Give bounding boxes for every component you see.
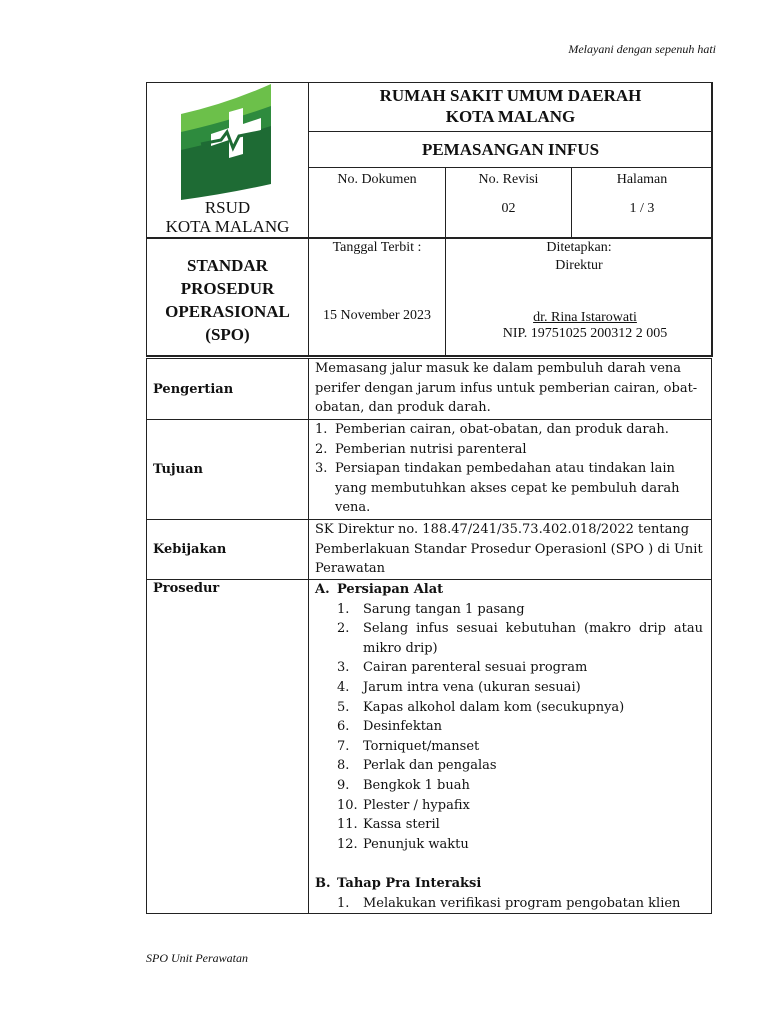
tujuan-item-text: Pemberian cairan, obat-obatan, dan produk darah.: [335, 422, 669, 437]
section-b-heading: [315, 874, 703, 894]
alat-item: [315, 815, 703, 835]
issue-date-label: Tanggal Terbit :: [332, 240, 422, 255]
spo-line-3: OPERASIONAL: [165, 302, 290, 321]
alat-item-number: 11.: [337, 817, 358, 833]
alat-item-text: Plester / hypafix: [363, 797, 470, 813]
logo-line-2: KOTA MALANG: [165, 217, 290, 236]
footer-text: SPO Unit Perawatan: [146, 951, 248, 965]
approval-label: Ditetapkan:: [546, 240, 612, 255]
page-label: Halaman: [616, 172, 668, 187]
revision-cell: [445, 167, 572, 239]
header-tagline: Melayani dengan sepenuh hati: [568, 42, 716, 56]
tujuan-item-text: Pemberian nutrisi parenteral: [335, 441, 527, 457]
tujuan-item-number: 3.: [315, 461, 328, 477]
tujuan-item-number: 1.: [315, 422, 328, 437]
doc-title: PEMASANGAN INFUS: [421, 140, 600, 159]
row-kebijakan: [147, 520, 711, 580]
issue-date-value: 15 November 2023: [322, 308, 432, 323]
section-b-title: Tahap Pra Interaksi: [337, 875, 482, 891]
pra-item-text: Melakukan verifikasi program pengobatan klien: [363, 895, 681, 911]
hospital-name-line-1: RUMAH SAKIT UMUM DAERAH: [379, 86, 642, 105]
tujuan-item: [315, 459, 703, 518]
logo-line-1: RSUD: [204, 198, 251, 217]
alat-item-number: 4.: [337, 679, 350, 695]
alat-item-text: Perlak dan pengalas: [363, 758, 497, 774]
doc-number-cell: [308, 167, 446, 239]
spo-line-1: STANDAR: [187, 256, 268, 275]
section-b-letter: B.: [315, 875, 331, 891]
alat-item-text: Jarum intra vena (ukuran sesuai): [363, 679, 581, 695]
doc-title-cell: [308, 131, 713, 168]
tujuan-item: [315, 440, 703, 460]
alat-item-number: 10.: [337, 797, 358, 813]
alat-item: [315, 835, 703, 855]
prosedur-content: [309, 580, 711, 913]
pra-list: [315, 894, 703, 914]
spo-cell: [146, 237, 309, 357]
page-value: 1 / 3: [629, 201, 655, 216]
alat-item: [315, 619, 703, 658]
alat-item: [315, 776, 703, 796]
hospital-name-line-2: KOTA MALANG: [445, 107, 576, 126]
row-prosedur: [147, 580, 711, 913]
signer-name: dr. Rina Istarowati: [533, 310, 637, 325]
alat-item-number: 9.: [337, 777, 350, 793]
alat-item: [315, 796, 703, 816]
spo-line-4: (SPO): [205, 325, 250, 344]
tujuan-list: [309, 420, 711, 519]
pra-item: [315, 894, 703, 914]
alat-item-number: 2.: [337, 621, 350, 637]
alat-item-text: Bengkok 1 buah: [363, 777, 470, 793]
alat-item: [315, 698, 703, 718]
alat-item-text: Sarung tangan 1 pasang: [363, 601, 525, 617]
rsud-logo-icon: [181, 84, 281, 200]
alat-item: [315, 737, 703, 757]
revision-value: 02: [501, 201, 516, 216]
document-header-table: [146, 82, 712, 356]
revision-label: No. Revisi: [478, 172, 539, 187]
page-cell: [571, 167, 713, 239]
section-a-letter: A.: [315, 582, 330, 597]
alat-item-number: 7.: [337, 738, 350, 754]
alat-item-number: 5.: [337, 699, 350, 715]
logo-caption: [147, 198, 308, 236]
pengertian-text: Memasang jalur masuk ke dalam pembuluh darah vena perifer dengan jarum infus untuk pemberian cairan, obat-obatan, dan produk darah.: [315, 361, 698, 416]
procedure-table: [146, 358, 712, 914]
issue-date-cell: [308, 237, 446, 357]
alat-list: [315, 600, 703, 855]
approval-cell: [445, 237, 713, 357]
section-a-title: Persiapan Alat: [337, 582, 444, 597]
pra-item-number: 1.: [337, 895, 350, 911]
doc-number-label: No. Dokumen: [337, 172, 417, 187]
prosedur-label: Prosedur: [147, 580, 309, 913]
alat-item-text: Desinfektan: [363, 719, 443, 735]
hospital-name-cell: [308, 82, 713, 132]
alat-item: [315, 600, 703, 620]
alat-item-number: 6.: [337, 719, 350, 735]
alat-item-number: 3.: [337, 660, 350, 676]
alat-item-text: Kassa steril: [363, 817, 440, 833]
approval-role: Direktur: [555, 258, 603, 273]
tujuan-item: [315, 420, 703, 440]
alat-item: [315, 717, 703, 737]
tujuan-item-number: 2.: [315, 441, 328, 457]
tujuan-label: Tujuan: [147, 420, 309, 519]
section-a-heading: [315, 580, 703, 600]
alat-item-number: 12.: [337, 836, 358, 852]
alat-item: [315, 678, 703, 698]
alat-item-text: Kapas alkohol dalam kom (secukupnya): [363, 699, 625, 715]
alat-item: [315, 756, 703, 776]
alat-item-text: Cairan parenteral sesuai program: [363, 660, 588, 676]
alat-item-number: 1.: [337, 601, 350, 617]
alat-item: [315, 658, 703, 678]
spo-line-2: PROSEDUR: [180, 279, 275, 298]
row-tujuan: [147, 420, 711, 520]
kebijakan-text: SK Direktur no. 188.47/241/35.73.402.018/2022 tentang Pemberlakuan Standar Prosedur Operasionl (SPO ) di Unit Perawatan: [315, 522, 703, 577]
alat-item-text: Selang infus sesuai kebutuhan (makro drip atau mikro drip): [363, 621, 703, 656]
alat-item-text: Torniquet/manset: [363, 738, 480, 754]
alat-item-number: 8.: [337, 758, 350, 774]
row-pengertian: [147, 359, 711, 420]
logo-cell: [146, 82, 309, 239]
pengertian-label: Pengertian: [147, 359, 309, 419]
tujuan-item-text: Persiapan tindakan pembedahan atau tindakan lain yang membutuhkan akses cepat ke pembuluh darah vena.: [335, 461, 680, 516]
signer-nip: NIP. 19751025 200312 2 005: [502, 326, 668, 341]
kebijakan-label: Kebijakan: [147, 520, 309, 579]
alat-item-text: Penunjuk waktu: [363, 836, 469, 852]
